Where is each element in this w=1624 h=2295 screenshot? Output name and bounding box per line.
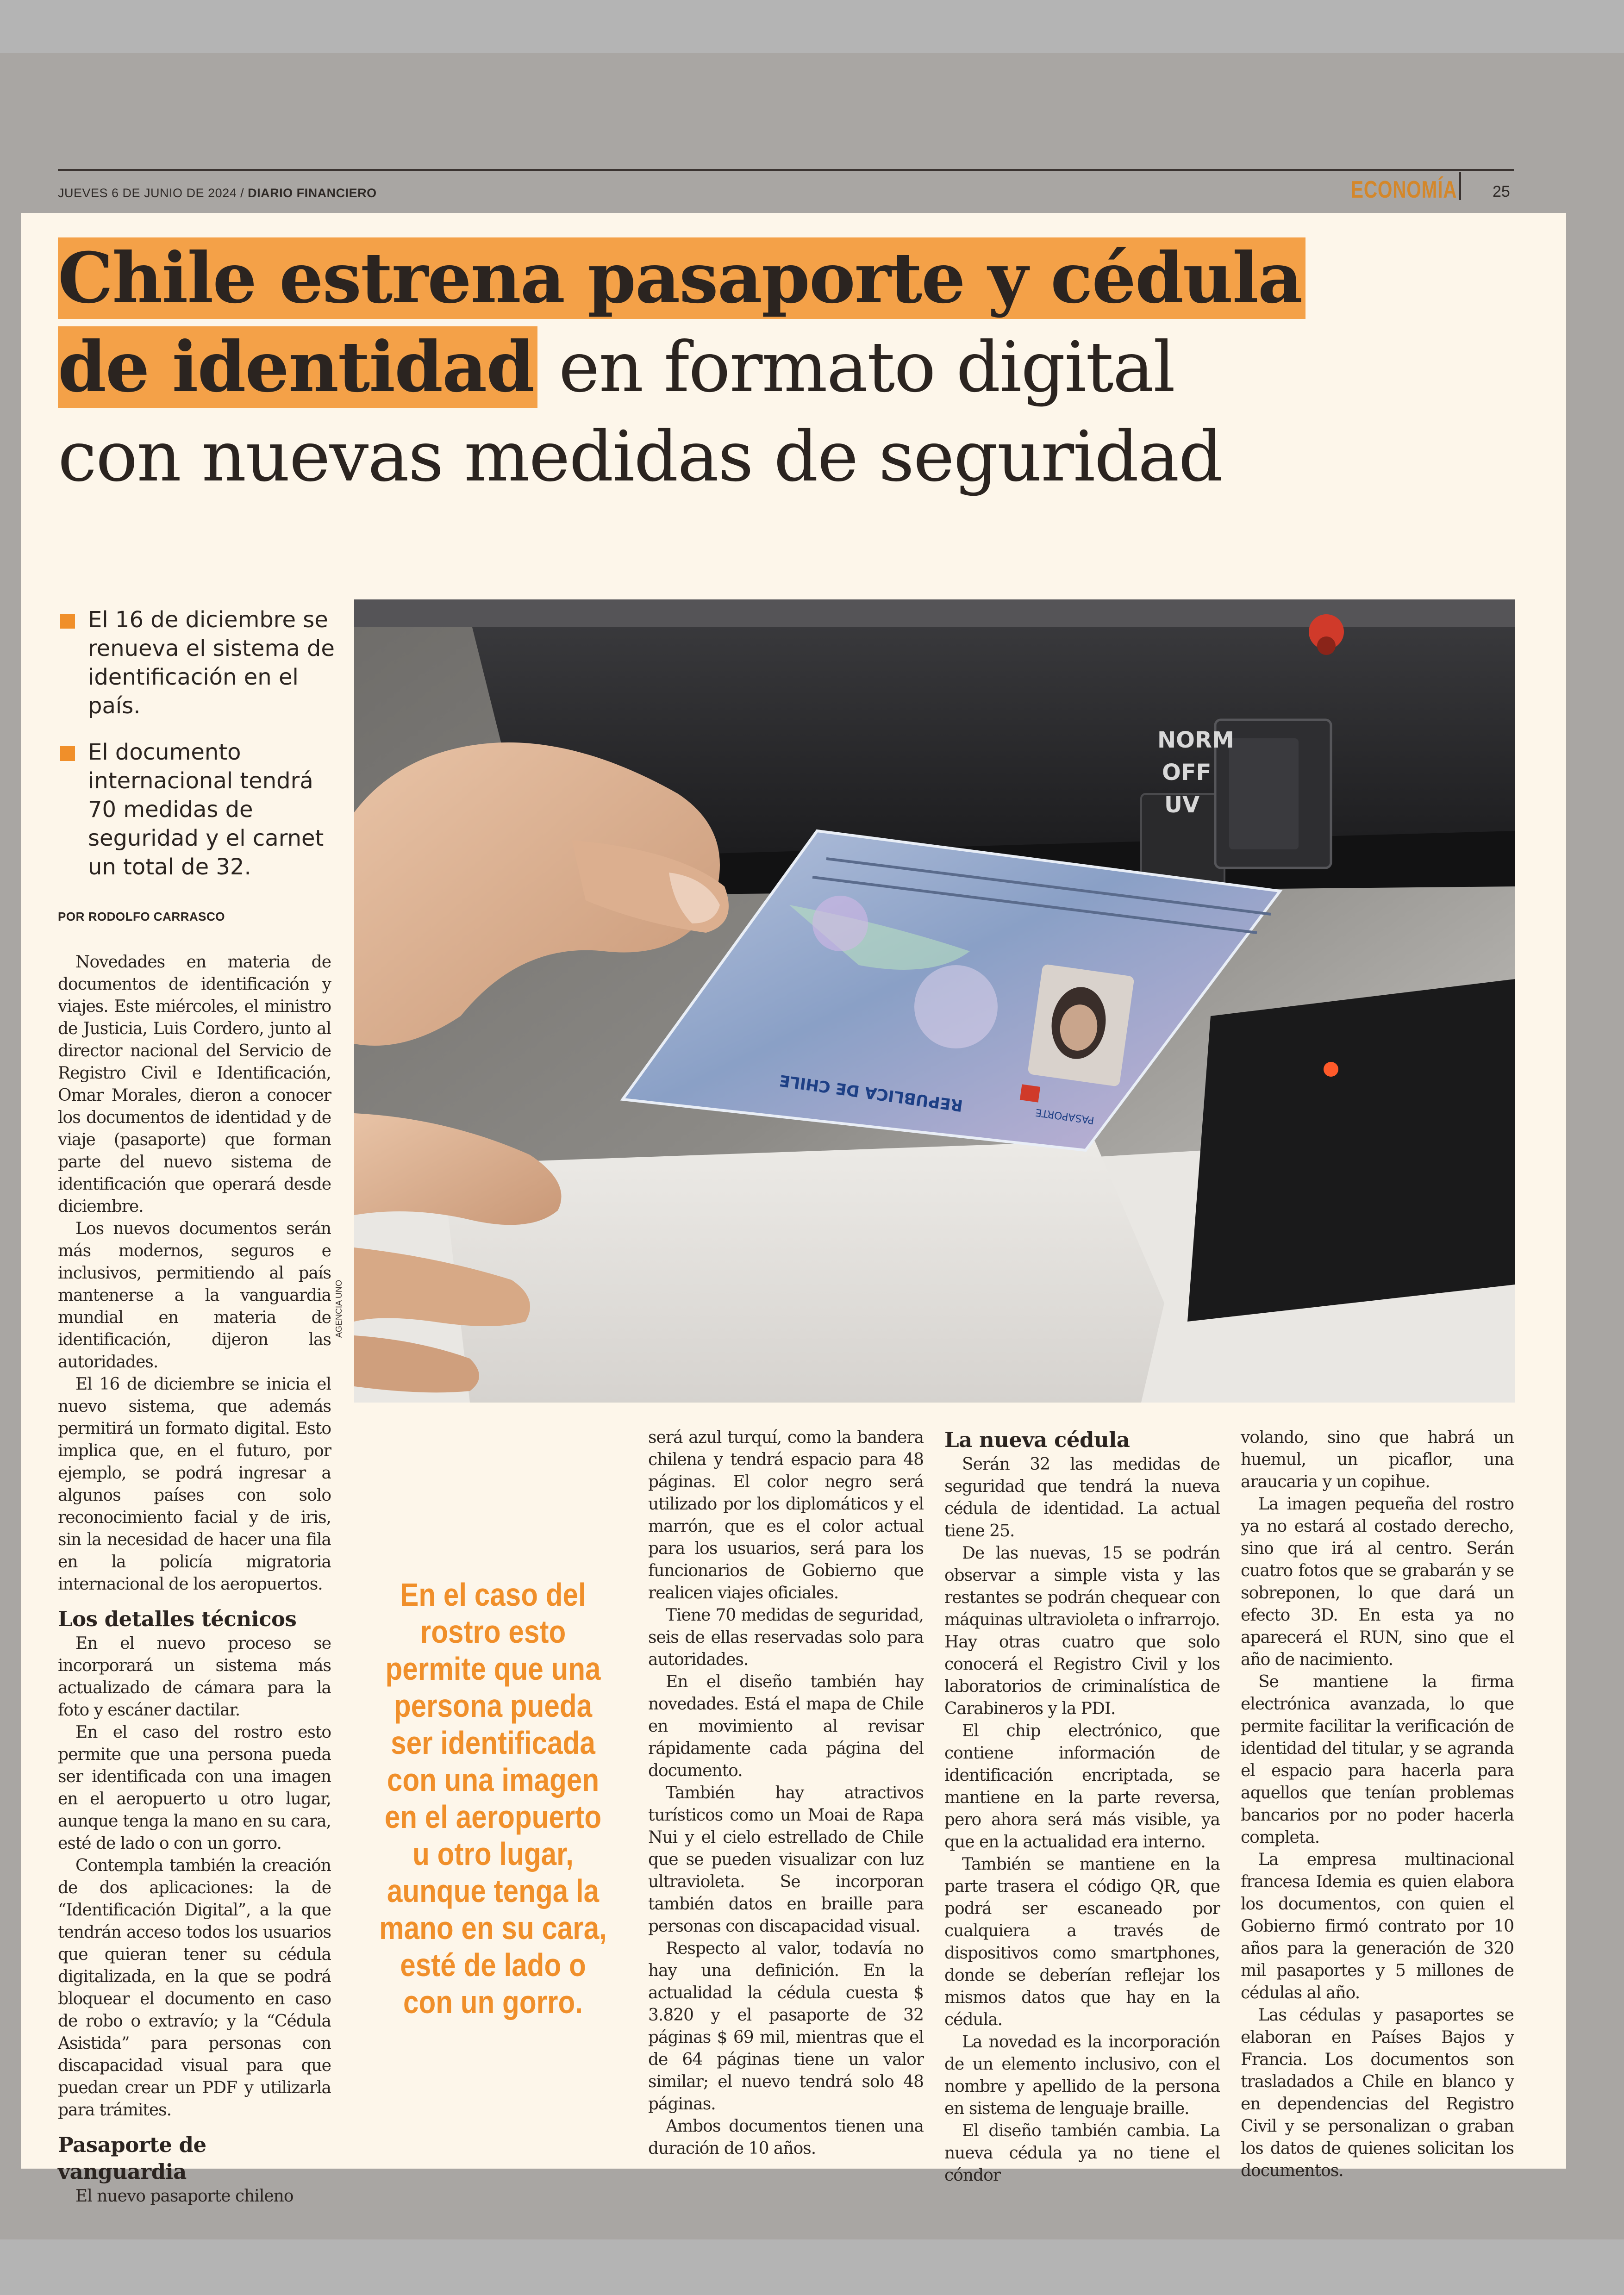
headline-light-3: con nuevas medidas de seguridad [58, 417, 1222, 497]
page-number: 25 [1493, 183, 1510, 200]
summary-bullet [58, 738, 336, 881]
paragraph: En el diseño también hay novedades. Está el mapa de Chile en movimiento al revisar rápidamente cada página del documento. [648, 1672, 924, 1780]
headline-highlight-1: Chile estrena pasaporte y cédula [58, 237, 1305, 319]
paragraph: En el nuevo proceso se incorporará un sistema más actualizado de cámara para la foto y escáner dactilar. [58, 1634, 331, 1720]
header-divider [1459, 172, 1461, 200]
top-margin-strip [0, 0, 1624, 53]
paragraph: Se mantiene la firma electrónica avanzada, lo que permite facilitar la verificación de identidad del titular, y se agranda el espacio para hacerla para aquellos que tenían problemas bancarios por no poder hacerla completa. [1241, 1672, 1514, 1847]
section-label: ECONOMÍA [1351, 176, 1457, 203]
passport-type-text: PASAPORTE [1035, 1106, 1095, 1126]
bullet-square-icon [60, 746, 75, 761]
paragraph: Respecto al valor, todavía no hay una definición. En la actualidad la cédula cuesta $ 3.820 y el pasaporte de 32 páginas $ 69 mil, mientras que el de 64 páginas tiene un valor similar; el nuevo tendrá solo 48 páginas. [648, 1939, 924, 2114]
paragraph: Las cédulas y pasaportes se elaboran en Países Bajos y Francia. Los documentos son trasladados a Chile en blanco y en dependencias del Registro Civil y se personalizan o graban los datos de quienes solicitan los documentos. [1241, 2006, 1514, 2180]
headline-highlight-2: de identidad [58, 326, 537, 408]
pull-quote: En el caso del rostro esto permite que una persona pueda ser identificada con una imagen en el aeropuerto u otro lugar, aunque tenga la mano en su cara, esté de lado o con un gorro. [379, 1577, 607, 2020]
headline [58, 234, 1516, 501]
paragraph: Serán 32 las medidas de seguridad que tendrá la nueva cédula de identidad. La actual tiene 25. [944, 1455, 1220, 1540]
subheading-new-id-card: La nueva cédula [944, 1428, 1130, 1452]
paragraph: Contempla también la creación de dos aplicaciones: la de “Identificación Digital”, a la que tendrán acceso todos los usuarios que quieran tener su cédula digitalizada, en la que se podrá bloquear el documento en caso de robo o extravío; y la “Cédula Asistida” para personas con discapacidad visual para que puedan crear un PDF y utilizarla para trámites. [58, 1856, 331, 2120]
passport-scanner-photo [354, 599, 1515, 1403]
bullet-square-icon [60, 614, 75, 629]
headline-light-2: en formato digital [537, 327, 1174, 408]
paragraph: También se mantiene en la parte trasera el código QR, que podrá ser escaneado por cualquiera a través de dispositivos como smartphones, donde se deberían reflejar los mismos datos que hay en la cédula. [944, 1855, 1220, 2029]
byline: POR RODOLFO CARRASCO [58, 910, 225, 923]
article-photo [354, 599, 1515, 1403]
article-column-5 [1241, 1427, 1514, 2182]
paragraph: El nuevo pasaporte chileno [75, 2187, 294, 2206]
bottom-margin-strip [0, 2239, 1624, 2295]
header-rule [58, 169, 1514, 171]
paragraph: También hay atractivos turísticos como un Moai de Rapa Nui y el cielo estrellado de Chile que se pueden visualizar con luz ultravioleta. Se incorporan también datos en braille para personas con discapacidad visual. [648, 1784, 924, 1936]
header-separator: / [237, 186, 248, 200]
photo-credit: AGENCIA UNO [334, 1279, 344, 1338]
header-dateline [58, 186, 377, 200]
passport-country-text: REPUBLICA DE CHILE [778, 1071, 964, 1115]
header-date: JUEVES 6 DE JUNIO DE 2024 [58, 186, 237, 200]
subheading-technical-details: Los detalles técnicos [58, 1607, 297, 1631]
subheading-passport: Pasaporte de vanguardia [58, 2133, 206, 2184]
summary-bullet-text: El documento internacional tendrá 70 medidas de seguridad y el carnet un total de 32. [88, 739, 324, 880]
paragraph: La novedad es la incorporación de un elemento inclusivo, con el nombre y apellido de la persona en sistema de lenguaje braille. [944, 2033, 1220, 2118]
paragraph: será azul turquí, como la bandera chilena y tendrá espacio para 48 páginas. El color negro será utilizado por los diplomáticos y el marrón, que es el color actual para los usuarios, será para los funcionarios de Gobierno que realicen viajes oficiales. [648, 1428, 924, 1603]
paragraph: Ambos documentos tienen una duración de 10 años. [648, 2117, 924, 2158]
paragraph: Novedades en materia de documentos de identificación y viajes. Este miércoles, el ministro de Justicia, Luis Cordero, junto al director nacional del Servicio de Registro Civil e Identificación, Omar Morales, dieron a conocer los documentos de identidad y de viaje (pasaporte) que forman parte del nuevo sistema de identificación que operará desde diciembre. [58, 953, 331, 1216]
article-column-3 [648, 1427, 924, 2160]
paragraph: volando, sino que habrá un huemul, un picaflor, una araucaria y un copihue. [1241, 1428, 1514, 1491]
machine-label-uv: UV [1164, 792, 1200, 818]
summary-bullet-text: El 16 de diciembre se renueva el sistema de identificación en el país. [88, 607, 335, 719]
article-column-1 [58, 951, 331, 2208]
header-publication: DIARIO FINANCIERO [248, 186, 377, 200]
paragraph: En el caso del rostro esto permite que una persona pueda ser identificada con una imagen en el aeropuerto u otro lugar, aunque tenga la mano en su cara, esté de lado o con un gorro. [58, 1723, 331, 1853]
summary-bullets [58, 605, 336, 899]
paragraph: Los nuevos documentos serán más modernos, seguros e inclusivos, permitiendo al país mantenerse a la vanguardia mundial en materia de identificación, dijeron las autoridades. [58, 1219, 331, 1372]
paragraph: La imagen pequeña del rostro ya no estará al costado derecho, sino que irá al centro. Serán cuatro fotos que se grabarán y se sobreponen, lo que dará un efecto 3D. En esta ya no aparecerá el RUN, sino que el año de nacimiento. [1241, 1495, 1514, 1669]
paragraph: El chip electrónico, que contiene información de identificación encriptada, se mantiene en la parte reversa, pero ahora será más visible, ya que en la actualidad era interno. [944, 1721, 1220, 1852]
summary-bullet [58, 605, 336, 720]
paragraph: La empresa multinacional francesa Idemia es quien elabora los documentos, con quien el Gobierno firmó contrato por 10 años para la generación de 320 mil pasaportes y 5 millones de cédulas al año. [1241, 1850, 1514, 2002]
paragraph: El diseño también cambia. La nueva cédula ya no tiene el cóndor [944, 2121, 1220, 2185]
paragraph: Tiene 70 medidas de seguridad, seis de ellas reservadas solo para autoridades. [648, 1606, 924, 1669]
machine-label-off: OFF [1162, 760, 1212, 786]
machine-label-norm: NORM [1157, 727, 1234, 753]
paragraph: De las nuevas, 15 se podrán observar a simple vista y las restantes se podrán chequear con máquinas ultravioleta o infrarrojo. Hay otras cuatro que solo conocerá el Registro Civil y los laboratorios de criminalística de Carabineros y la PDI. [944, 1544, 1220, 1718]
paragraph: El 16 de diciembre se inicia el nuevo sistema, que además permitirá un formato digital. Esto implica que, en el futuro, por ejemplo, se podrá ingresar a algunos países con solo reconocimiento facial y de iris, sin la necesidad de hacer una fila en la policía migratoria internacional de los aeropuertos. [58, 1375, 331, 1594]
article-column-4 [944, 1427, 1220, 2187]
